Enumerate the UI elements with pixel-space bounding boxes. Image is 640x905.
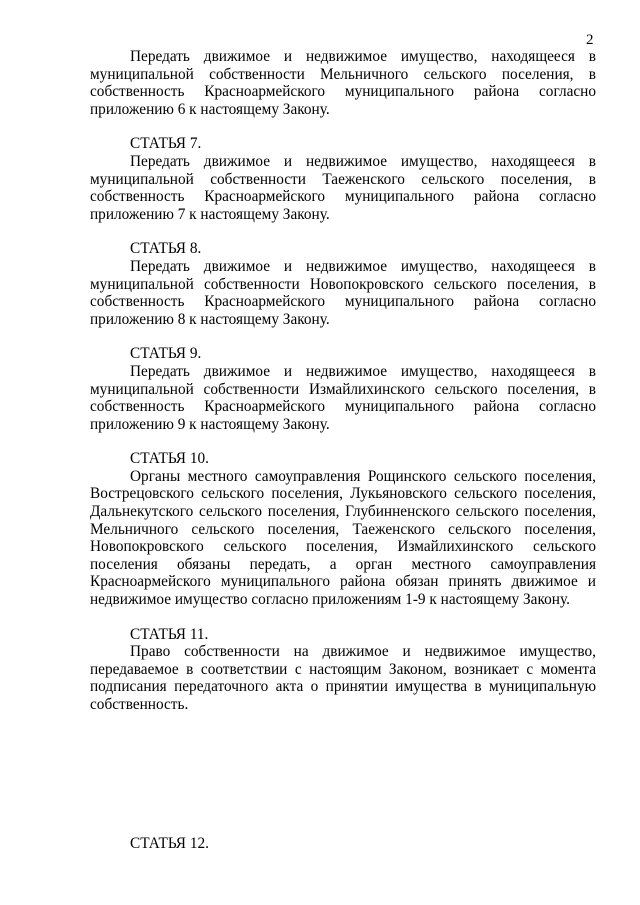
- article-12: [90, 835, 596, 853]
- article-8-heading: СТАТЬЯ 8.: [130, 240, 202, 258]
- page-number: 2: [586, 32, 594, 48]
- document-body: [90, 48, 596, 852]
- article-11: [90, 626, 596, 714]
- article-8: [90, 240, 596, 328]
- article-10-heading: СТАТЬЯ 10.: [130, 450, 209, 468]
- article-10-text: Органы местного самоуправления Рощинского сельского поселения, Вострецовского сельского поселения, Лукьяновского сельского поселения, Дальнекутского сельского поселения, Глубинненского сельского поселения, Мельничного сельского поселения, Таеженского сельского поселения, Новопокровского сельского поселения, Измайлихинского сельского поселения обязаны передать, а орган местного самоуправления Красноармейского муниципального района обязан принять движимое и недвижимое имущество согласно приложениям 1-9 к настоящему Закону.: [90, 467, 596, 609]
- article-7-text: Передать движимое и недвижимое имущество, находящееся в муниципальной собственности Таеженского сельского поселения, в собственность Красноармейского муниципального района согласно приложению 7 к настоящему Закону.: [90, 152, 596, 223]
- article-10: [90, 450, 596, 608]
- article-7: [90, 135, 596, 223]
- article-9-heading: СТАТЬЯ 9.: [130, 345, 202, 363]
- article-8-text: Передать движимое и недвижимое имущество, находящееся в муниципальной собственности Новопокровского сельского поселения, в собственность Красноармейского муниципального района согласно приложению 8 к настоящему Закону.: [90, 257, 596, 328]
- article-11-heading: СТАТЬЯ 11.: [130, 625, 209, 643]
- article-7-heading: СТАТЬЯ 7.: [130, 135, 202, 153]
- article-11-text: Право собственности на движимое и недвижимое имущество, передаваемое в соответствии с настоящим Законом, возникает с момента подписания передаточного акта о принятии имущества в муниципальную собственность.: [90, 643, 596, 713]
- article-9: [90, 345, 596, 433]
- article-12-heading: СТАТЬЯ 12.: [130, 834, 209, 852]
- article-9-text: Передать движимое и недвижимое имущество, находящееся в муниципальной собственности Измайлихинского сельского поселения, в собственность Красноармейского муниципального района согласно приложению 9 к настоящему Закону.: [90, 362, 596, 433]
- intro-paragraph: Передать движимое и недвижимое имущество, находящееся в муниципальной собственности Мельничного сельского поселения, в собственность Красноармейского муниципального района согласно приложению 6 к настоящему Закону.: [90, 48, 596, 118]
